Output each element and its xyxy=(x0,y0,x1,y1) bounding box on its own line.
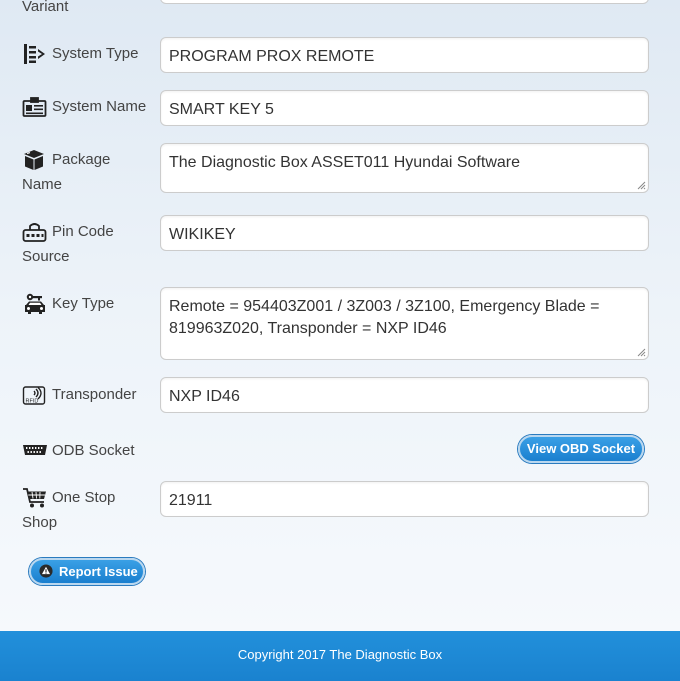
pin-code-source-field[interactable] xyxy=(160,215,649,251)
system-name-value: SMART KEY 5 xyxy=(169,101,274,118)
view-obd-socket-button[interactable] xyxy=(518,435,644,463)
one-stop-shop-field[interactable] xyxy=(160,481,649,517)
one-stop-shop-value: 21911 xyxy=(169,492,213,509)
odb-socket-label-text: ODB Socket xyxy=(52,442,135,459)
odb-socket-icon xyxy=(22,444,48,458)
pin-code-source-label-line1: Pin Code xyxy=(52,223,114,240)
transponder-icon xyxy=(22,384,48,406)
package-name-label-line1: Package xyxy=(52,151,111,168)
variant-label xyxy=(22,0,157,19)
package-name-label xyxy=(22,147,157,197)
key-type-field[interactable] xyxy=(160,287,649,360)
pin-code-source-label-line2: Source xyxy=(22,248,70,265)
cart-icon xyxy=(22,487,48,509)
system-type-field[interactable] xyxy=(160,37,649,73)
package-name-field[interactable] xyxy=(160,143,649,193)
system-name-icon xyxy=(22,96,48,118)
key-type-label xyxy=(22,291,157,316)
view-obd-socket-button-label: View OBD Socket xyxy=(526,441,636,456)
system-type-value: PROGRAM PROX REMOTE xyxy=(169,48,375,65)
variant-label-text: Variant xyxy=(22,0,69,15)
one-stop-shop-label-line2: Shop xyxy=(22,514,58,531)
footer xyxy=(0,631,680,681)
report-issue-button[interactable] xyxy=(29,558,145,585)
transponder-label-text: Transponder xyxy=(52,386,137,403)
package-name-value: The Diagnostic Box ASSET011 Hyundai Software xyxy=(169,154,520,171)
pin-code-icon xyxy=(22,221,48,243)
system-name-label xyxy=(22,94,157,119)
footer-copyright: Copyright 2017 The Diagnostic Box xyxy=(237,647,443,662)
key-type-icon xyxy=(22,293,48,315)
resize-handle-icon[interactable] xyxy=(636,180,646,190)
system-name-label-text: System Name xyxy=(52,98,147,115)
package-icon xyxy=(22,149,48,171)
resize-handle-icon[interactable] xyxy=(636,347,646,357)
system-type-label xyxy=(22,41,157,66)
pin-code-source-value: WIKIKEY xyxy=(169,226,236,243)
transponder-icon-text: RFID xyxy=(25,398,39,405)
transponder-value: NXP ID46 xyxy=(169,388,240,405)
warning-icon xyxy=(39,564,53,578)
system-type-icon xyxy=(22,43,48,65)
one-stop-shop-label xyxy=(22,485,157,535)
pin-code-source-label xyxy=(22,219,157,269)
key-type-value-line1: Remote = 954403Z001 / 3Z003 / 3Z100, Emergency Blade = xyxy=(169,298,600,315)
report-issue-button-label: Report Issue xyxy=(59,564,138,579)
transponder-field[interactable] xyxy=(160,377,649,413)
one-stop-shop-label-line1: One Stop xyxy=(52,489,116,506)
package-name-label-line2: Name xyxy=(22,176,63,193)
variant-field[interactable] xyxy=(160,0,649,4)
system-type-label-text: System Type xyxy=(52,45,139,62)
key-type-label-text: Key Type xyxy=(52,295,115,312)
key-type-value-line2: 819963Z020, Transponder = NXP ID46 xyxy=(169,320,447,337)
transponder-label xyxy=(22,382,157,407)
odb-socket-label xyxy=(22,438,157,463)
system-name-field[interactable] xyxy=(160,90,649,126)
